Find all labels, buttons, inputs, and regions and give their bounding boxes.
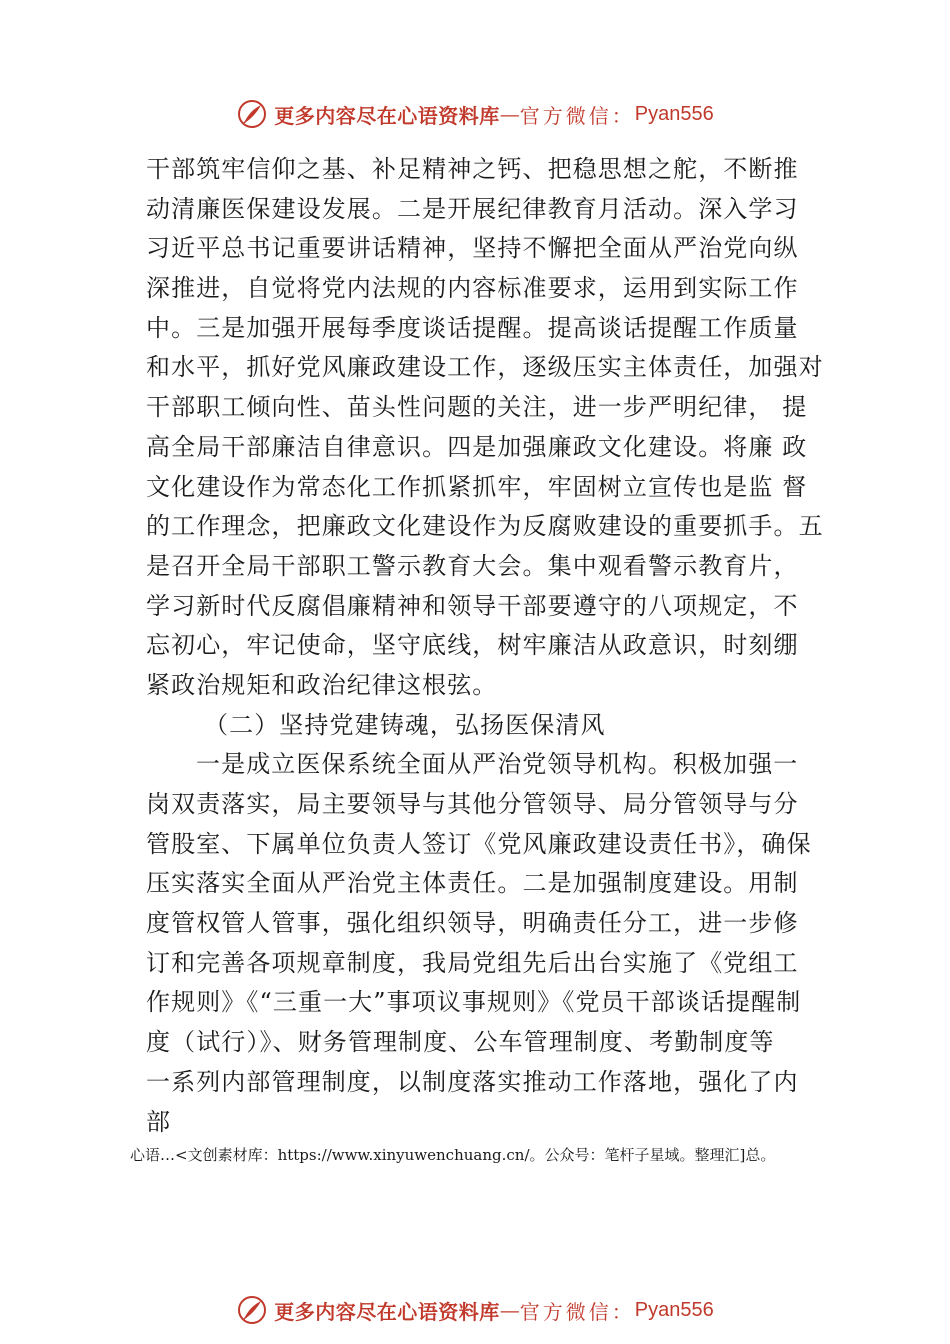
- banner-wechat-handle: Pyan556: [634, 102, 714, 125]
- body-line: 学习新时代反腐倡廉精神和领导干部要遵守的八项规定，不: [146, 591, 799, 620]
- section-line: 一是成立医保系统全面从严治党领导机构。积极加强一: [196, 750, 799, 779]
- body-line: 干部职工倾向性、苗头性问题的关注，进一步严明纪律， 提: [146, 393, 808, 422]
- body-line: 紧政治规矩和政治纪律这根弦。: [146, 670, 498, 699]
- body-line: 的工作理念，把廉政文化建设作为反腐败建设的重要抓手。五: [146, 512, 824, 541]
- section-line: 度管权管人管事，强化组织领导，明确责任分工，进一步修: [146, 909, 799, 938]
- body-line: 干部筑牢信仰之基、补足精神之钙、把稳思想之舵，不断推: [146, 155, 799, 183]
- banner-label: 官方微信：: [519, 1299, 635, 1324]
- body-line: 中。三是加强开展每季度谈话提醒。提高谈话提醒工作质量: [146, 313, 799, 342]
- section-line: 压实落实全面从严治党主体责任。二是加强制度建设。用制: [146, 869, 799, 898]
- source-footer: 心语…<文创素材库：https://www.xinyuwenchuang.cn/。公众号：笔杆子星域。整理汇]总。: [130, 1146, 776, 1164]
- body-line: 深推进，自觉将党内法规的内容标准要求，运用到实际工作: [146, 274, 799, 303]
- section-line: 管股室、下属单位负责人签订《党风廉政建设责任书》，确保: [146, 829, 812, 858]
- section-line: 订和完善各项规章制度，我局党组先后出台实施了《党组工: [146, 948, 799, 977]
- banner-label: 官方微信：: [519, 103, 635, 128]
- document-body: [146, 150, 826, 1142]
- section-line: 作规则》《“三重一大”事项议事规则》《党员干部谈话提醒制: [146, 988, 802, 1017]
- body-line: 习近平总书记重要讲话精神，坚持不懈把全面从严治党向纵: [146, 234, 799, 263]
- banner-dash: —: [499, 102, 520, 126]
- body-line: 忘初心，牢记使命，坚守底线，树牢廉洁从政意识，时刻绷: [146, 631, 799, 660]
- banner-title: 更多内容尽在心语资料库: [274, 103, 500, 128]
- quill-logo-icon: [236, 1294, 268, 1326]
- body-line: 是召开全局干部职工警示教育大会。集中观看警示教育片，: [146, 551, 799, 580]
- body-line: 高全局干部廉洁自律意识。四是加强廉政文化建设。将廉 政: [146, 432, 808, 461]
- quill-logo-icon: [236, 98, 268, 130]
- section-line: 度（试行）》、财务管理制度、公车管理制度、考勤制度等: [146, 1028, 775, 1057]
- body-line: 动清廉医保建设发展。二是开展纪律教育月活动。深入学习: [146, 194, 799, 223]
- banner-wechat-handle: Pyan556: [634, 1298, 714, 1321]
- header-banner: [0, 94, 950, 134]
- section-line: 部: [146, 1107, 172, 1136]
- body-line: 文化建设作为常态化工作抓紧抓牢，牢固树立宣传也是监 督: [146, 472, 808, 501]
- section-heading: （二）坚持党建铸魂，弘扬医保清风: [204, 710, 606, 739]
- footer-banner: [0, 1290, 950, 1330]
- body-line: 和水平，抓好党风廉政建设工作，逐级压实主体责任，加强对: [146, 353, 824, 382]
- banner-dash: —: [499, 1298, 520, 1322]
- section-line: 岗双责落实，局主要领导与其他分管领导、局分管领导与分: [146, 790, 799, 818]
- banner-title: 更多内容尽在心语资料库: [274, 1299, 500, 1324]
- section-line: 一系列内部管理制度，以制度落实推动工作落地，强化了内: [146, 1067, 799, 1096]
